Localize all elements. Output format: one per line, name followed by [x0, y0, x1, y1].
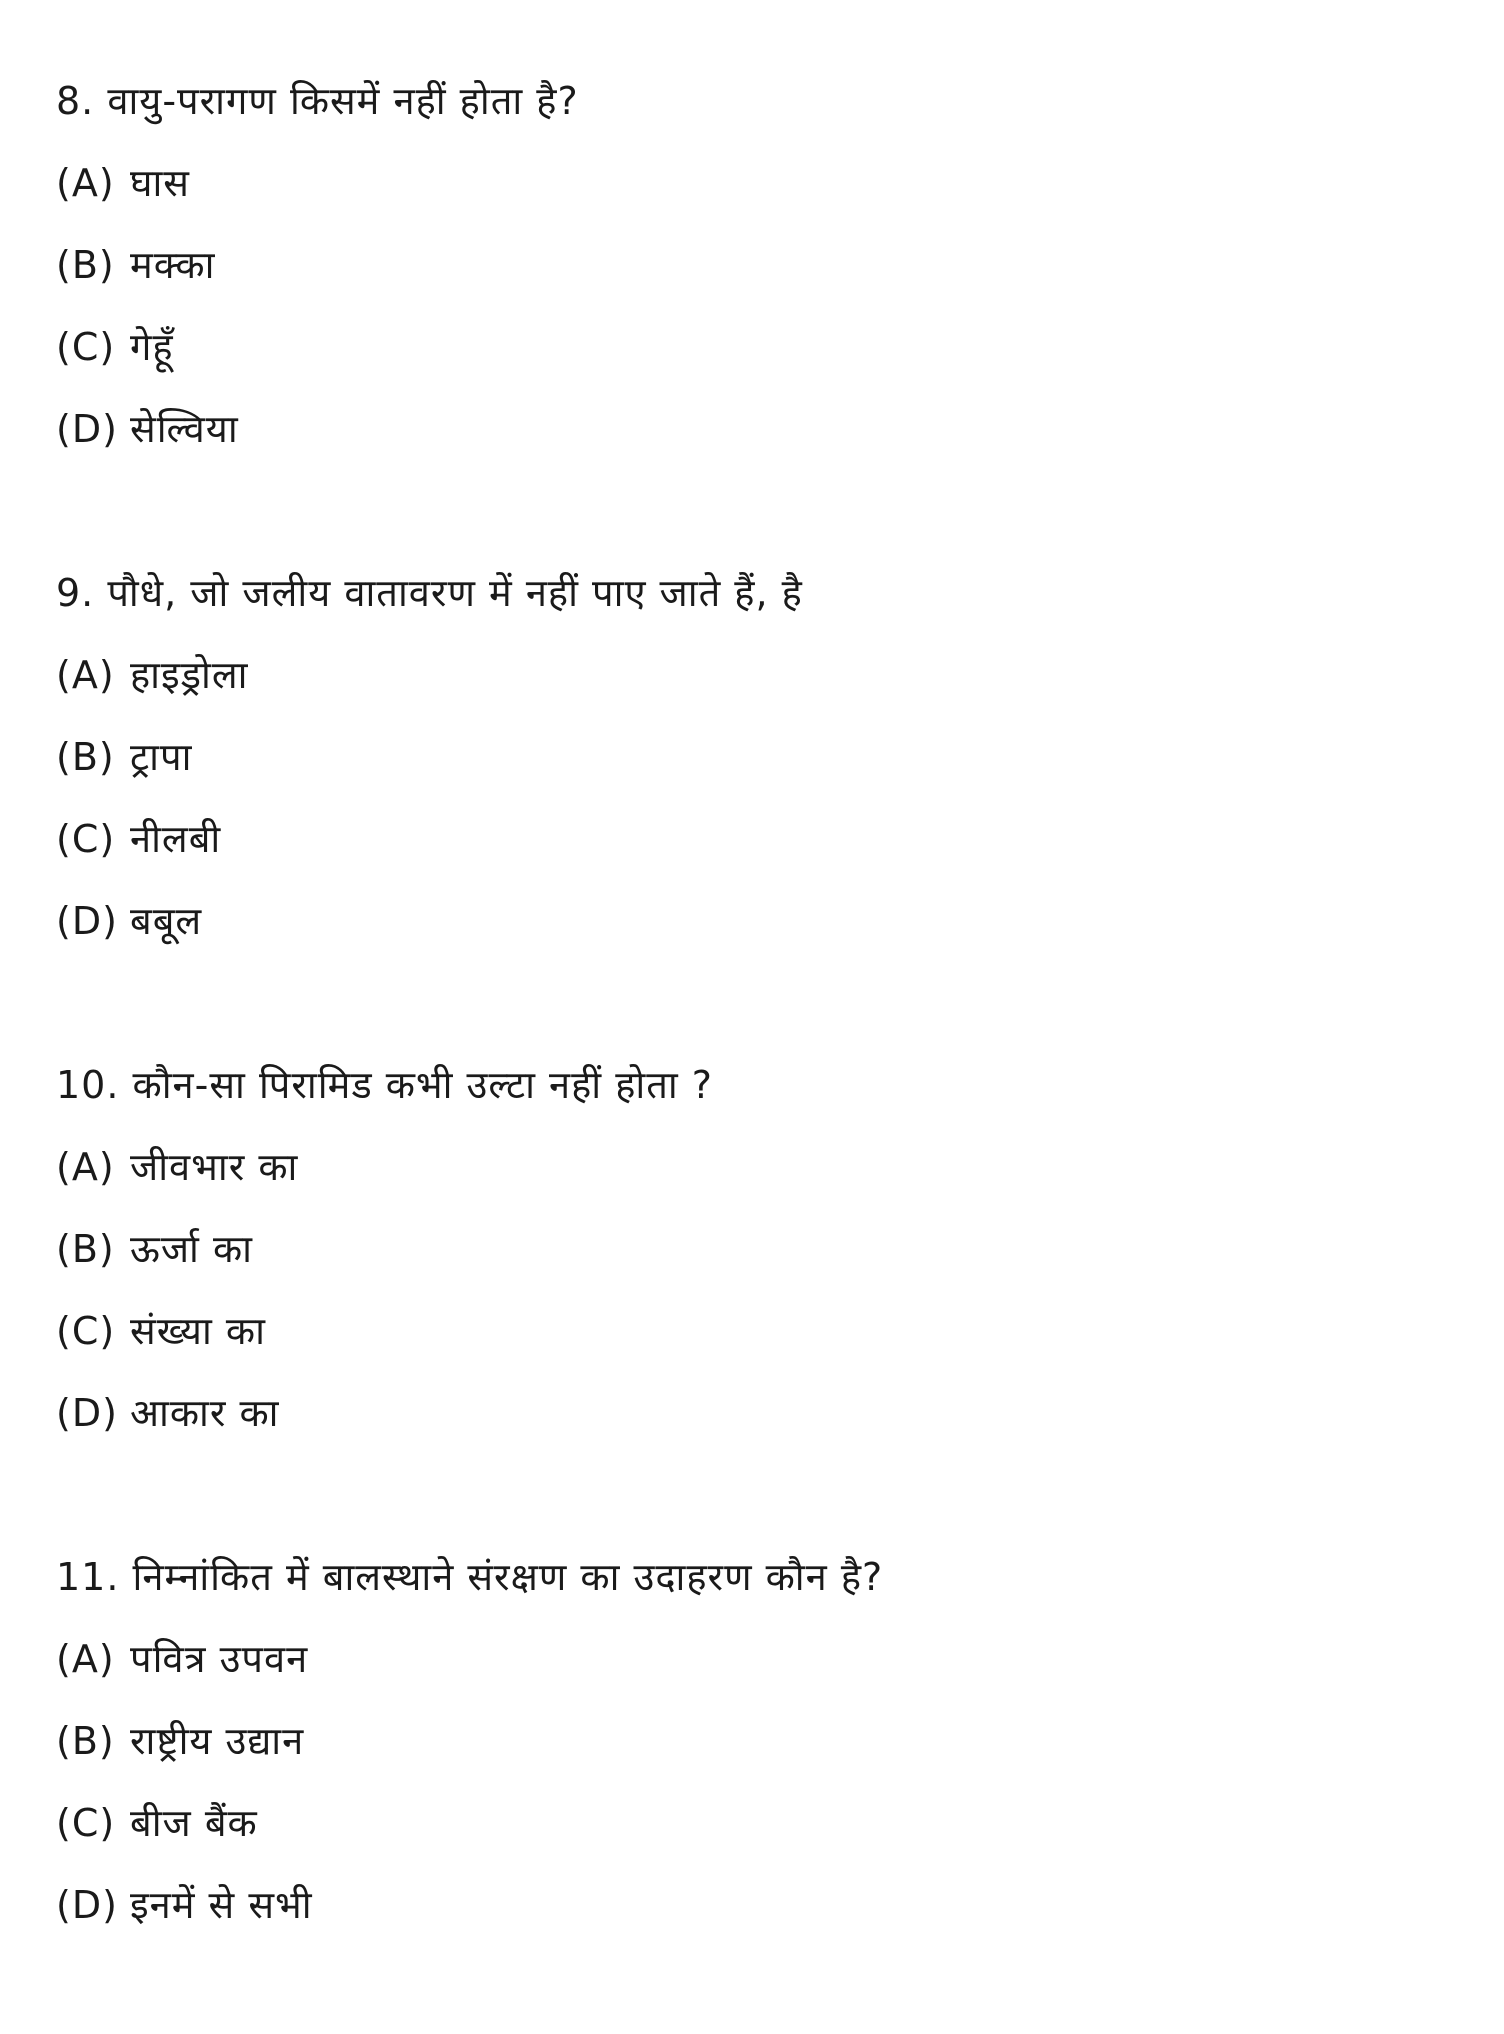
option-label: (A)	[56, 653, 115, 697]
question-text: 9. पौधे, जो जलीय वातावरण में नहीं पाए जाते हैं, है	[56, 571, 803, 615]
option-text: पवित्र उपवन	[130, 1637, 309, 1681]
option-label: (C)	[56, 1801, 116, 1845]
option-label: (D)	[56, 1391, 118, 1435]
option-label: (C)	[56, 325, 116, 369]
option-text: राष्ट्रीय उद्यान	[130, 1719, 305, 1763]
option-c	[56, 1290, 1436, 1372]
option-b	[56, 224, 1436, 306]
question-text: 11. निम्नांकित में बालस्थाने संरक्षण का उदाहरण कौन है?	[56, 1555, 884, 1599]
option-label: (B)	[56, 735, 115, 779]
option-label: (B)	[56, 1719, 115, 1763]
option-a	[56, 634, 1436, 716]
option-c	[56, 306, 1436, 388]
option-a	[56, 1618, 1436, 1700]
option-label: (D)	[56, 407, 118, 451]
option-text: सेल्विया	[130, 407, 239, 451]
option-b	[56, 1208, 1436, 1290]
question-text: 8. वायु-परागण किसमें नहीं होता है?	[56, 79, 579, 123]
option-label: (C)	[56, 1309, 116, 1353]
question-text: 10. कौन-सा पिरामिड कभी उल्टा नहीं होता ?	[56, 1063, 713, 1107]
option-label: (A)	[56, 1145, 115, 1189]
option-d	[56, 1864, 1436, 1946]
option-label: (A)	[56, 161, 115, 205]
option-a	[56, 142, 1436, 224]
option-text: गेहूँ	[130, 325, 174, 369]
option-text: बीज बैंक	[130, 1801, 258, 1845]
option-text: ट्रापा	[130, 735, 193, 779]
option-label: (A)	[56, 1637, 115, 1681]
option-text: बबूल	[130, 899, 203, 943]
option-text: मक्का	[130, 243, 216, 287]
option-text: जीवभार का	[130, 1145, 299, 1189]
option-d	[56, 880, 1436, 962]
question-10	[56, 1044, 1436, 1454]
option-text: हाइड्रोला	[130, 653, 249, 697]
option-a	[56, 1126, 1436, 1208]
option-b	[56, 716, 1436, 798]
option-label: (D)	[56, 899, 118, 943]
option-label: (D)	[56, 1883, 118, 1927]
option-text: नीलबी	[130, 817, 222, 861]
question-11	[56, 1536, 1436, 1946]
option-c	[56, 798, 1436, 880]
option-text: संख्या का	[130, 1309, 266, 1353]
option-text: आकार का	[130, 1391, 280, 1435]
question-8	[56, 60, 1436, 470]
option-text: घास	[130, 161, 190, 205]
option-text: ऊर्जा का	[130, 1227, 253, 1271]
option-d	[56, 1372, 1436, 1454]
option-label: (B)	[56, 243, 115, 287]
option-label: (B)	[56, 1227, 115, 1271]
option-text: इनमें से सभी	[130, 1883, 313, 1927]
option-b	[56, 1700, 1436, 1782]
option-c	[56, 1782, 1436, 1864]
option-label: (C)	[56, 817, 116, 861]
option-d	[56, 388, 1436, 470]
question-9	[56, 552, 1436, 962]
